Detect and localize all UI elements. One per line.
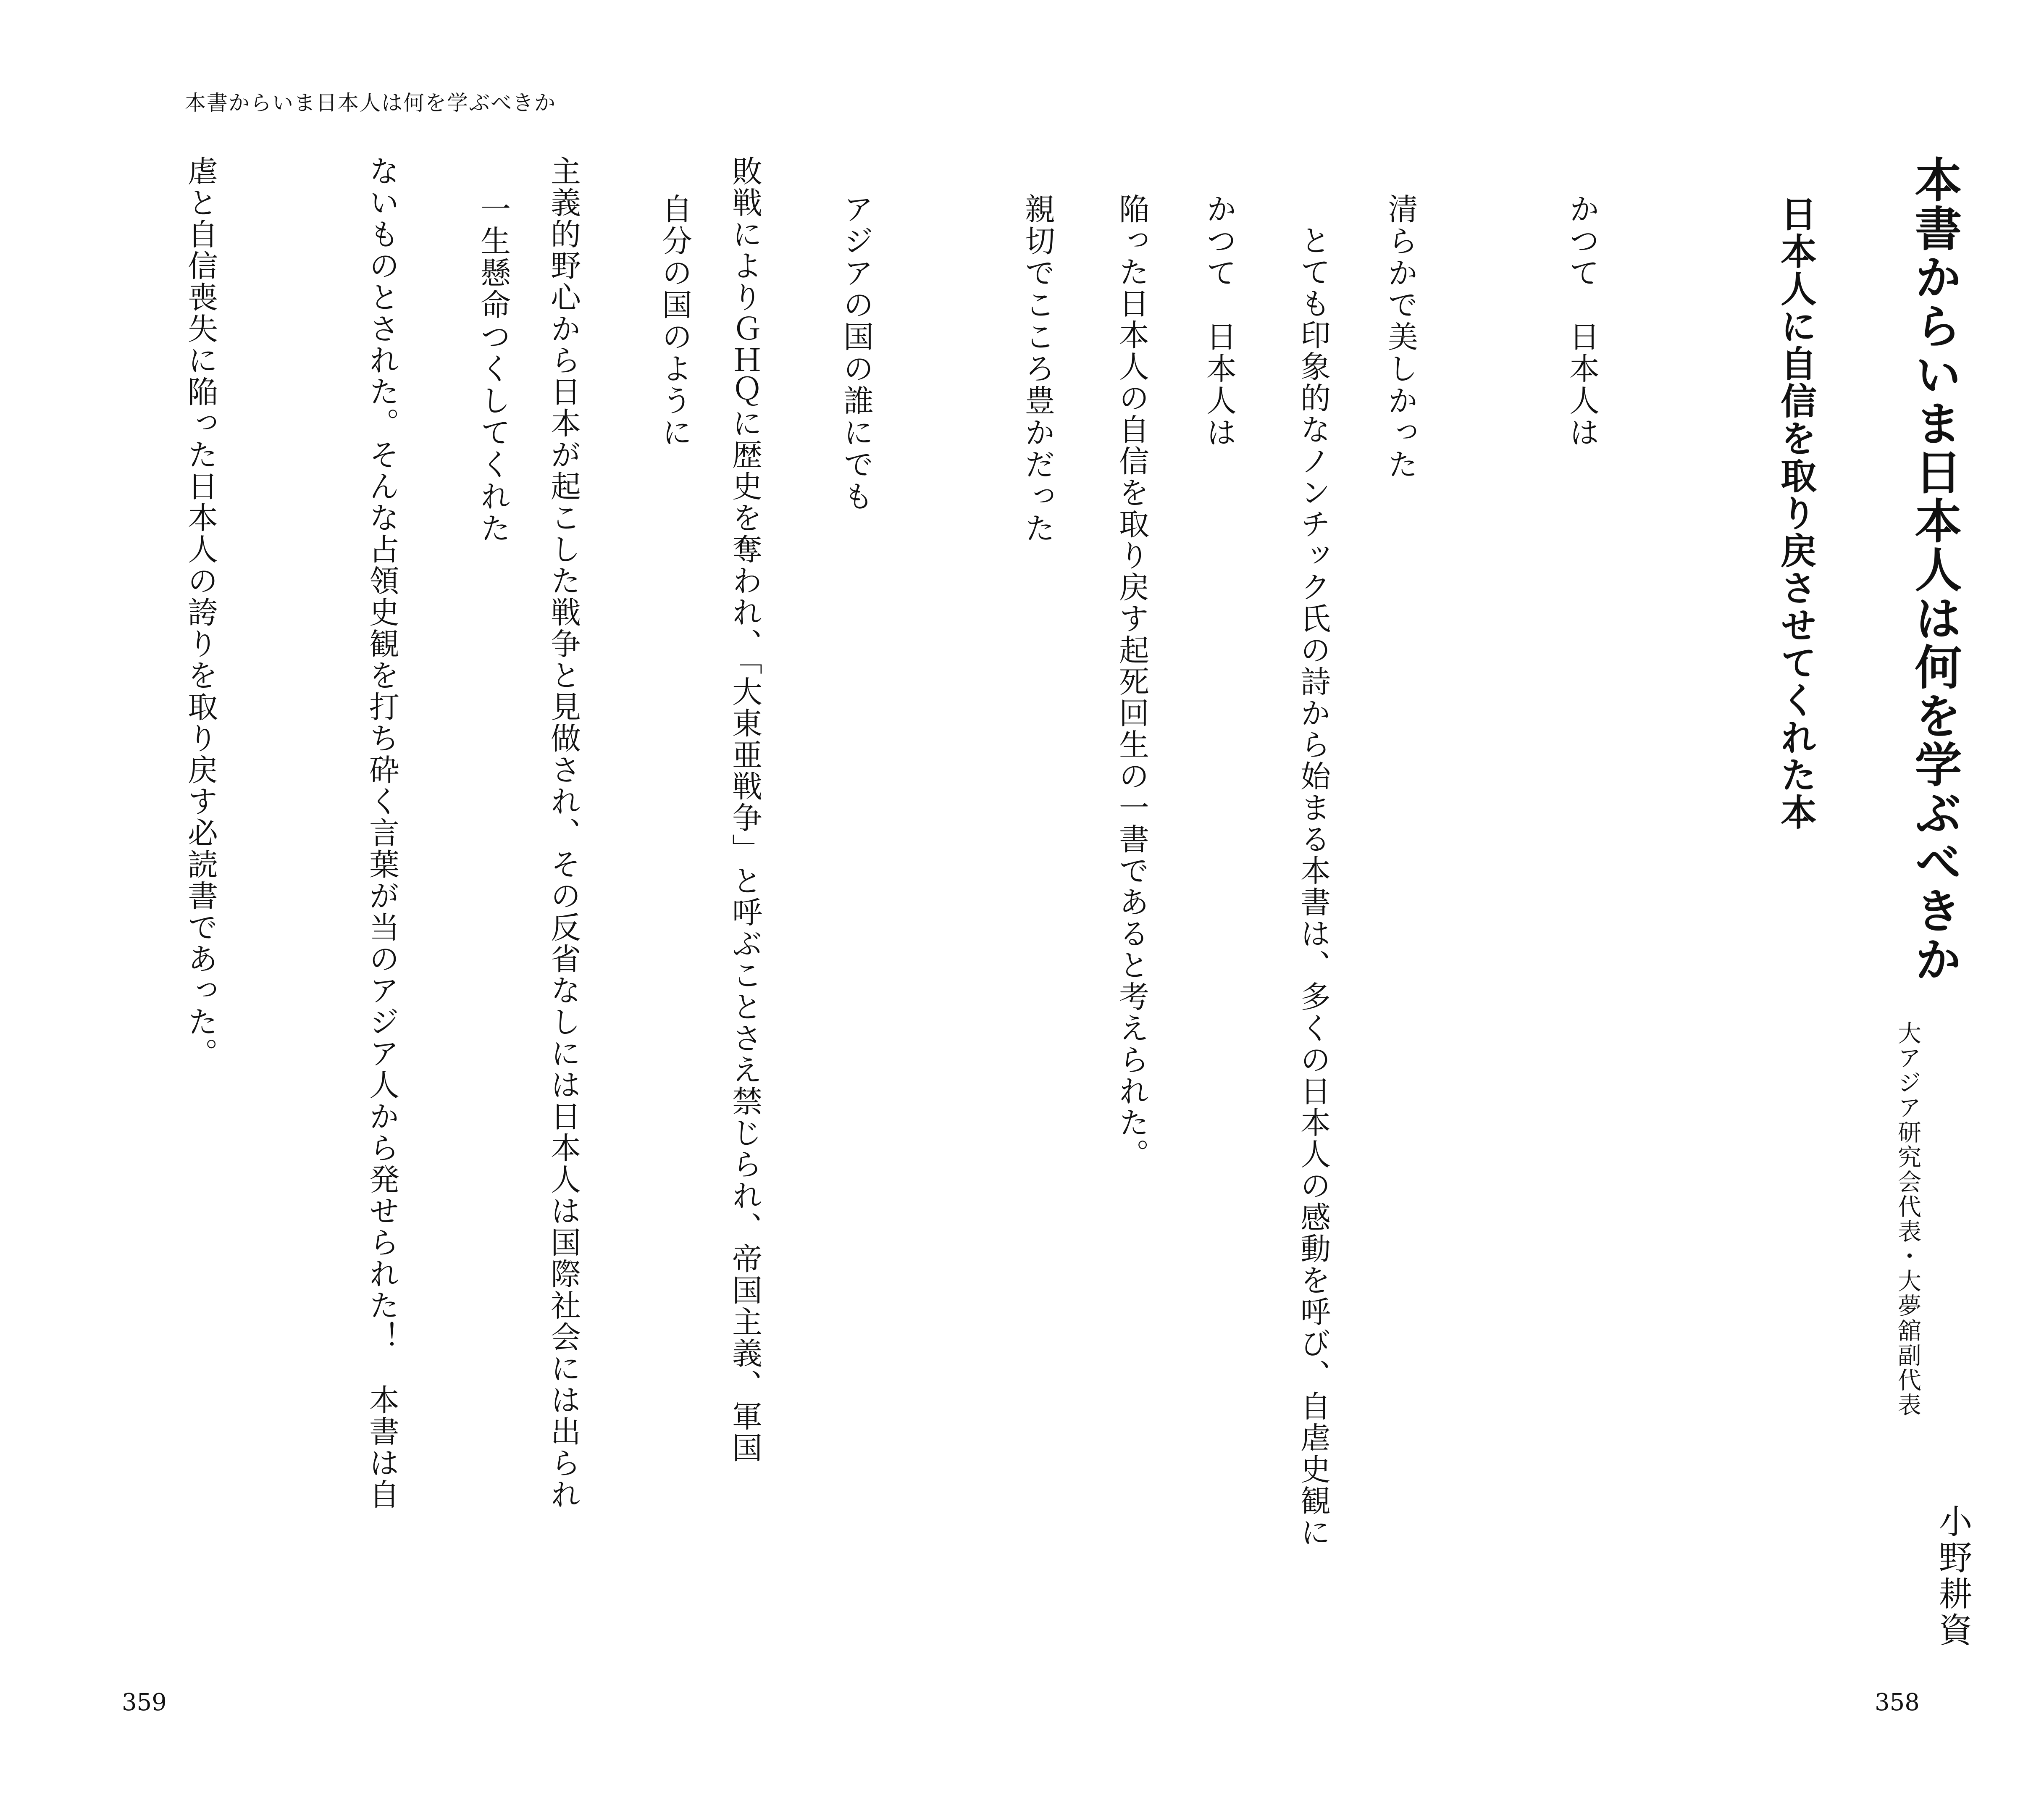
- poem-line: 一生懸命つくしてくれた: [476, 193, 511, 544]
- chapter-title: 本書からいま日本人は何を学ぶべきか: [1907, 155, 1962, 984]
- text-line: 敗戦によりＧＨＱに歴史を奪われ、「大東亜戦争」と呼ぶことさえ禁じられ、帝国主義、軍国: [727, 155, 762, 1464]
- text-line: とても印象的なノンチック氏の詩から始まる本書は、多くの日本人の感動を呼び、自虐史観に: [1295, 193, 1331, 1548]
- poem-line: かつて 日本人は: [1201, 193, 1237, 449]
- page-number: 359: [122, 1689, 167, 1716]
- poem-line: 親切でこころ豊かだった: [1020, 193, 1055, 544]
- text-line: 主義的野心から日本が起こした戦争と見做され、その反省なしには日本人は国際社会には出られ: [546, 155, 581, 1510]
- poem-line: 清らかで美しかった: [1383, 193, 1418, 481]
- poem-line: アジアの国の誰にでも: [838, 193, 874, 513]
- author-affiliation: 大アジア研究会代表・大夢舘副代表: [1894, 1021, 1921, 1417]
- chapter-subtitle: 日本人に自信を取り戻させてくれた本: [1774, 195, 1816, 831]
- poem-line: 自分の国のように: [657, 193, 692, 449]
- text-line: ないものとされた。そんな占領史観を打ち砕く言葉が当のアジア人から発せられた！ 本書は自: [364, 155, 399, 1510]
- poem-line: かつて 日本人は: [1564, 193, 1600, 449]
- intro-paragraph: [980, 193, 1464, 1664]
- text-line: 虐と自信喪失に陥った日本人の誇りを取り戻す必読書であった。: [183, 155, 218, 1069]
- author-name: 小野耕資: [1933, 1504, 1972, 1648]
- page-number: 358: [1875, 1689, 1920, 1716]
- text-line: 陥った日本人の自信を取り戻す起死回生の一書であると考えられた。: [1114, 193, 1149, 1170]
- running-head: 本書からいま日本人は何を学ぶべきか: [185, 91, 556, 115]
